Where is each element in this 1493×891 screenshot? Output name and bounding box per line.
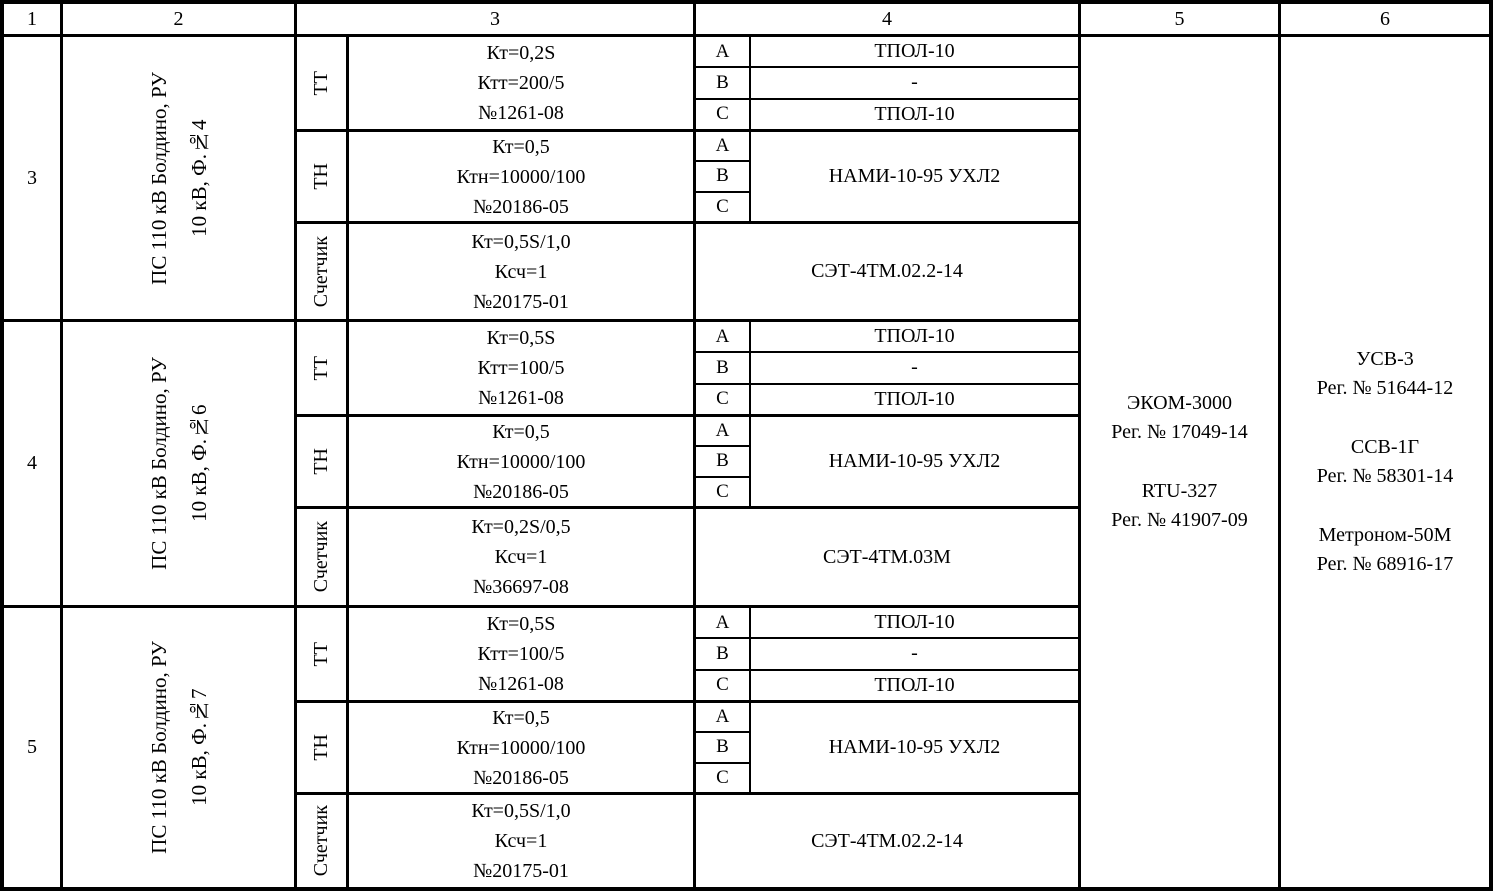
feeder-name: ПС 110 кВ Болдино, РУ 10 кВ, Ф.№7 — [146, 641, 211, 854]
tt-label-cell — [297, 37, 349, 129]
phase-letter: A — [696, 417, 749, 447]
tn-label: ТН — [310, 163, 332, 190]
feeder-cell — [63, 37, 294, 322]
meter-label: Счетчик — [310, 805, 332, 877]
tt-param-line: №1261-08 — [478, 673, 564, 695]
phase-letter: C — [716, 480, 729, 502]
meter-block — [297, 795, 1078, 887]
tn-param-line: №20186-05 — [473, 195, 569, 218]
row-number: 3 — [4, 37, 60, 322]
phase-equipment: ТПОЛ-10 — [874, 673, 955, 696]
tn-params — [349, 703, 696, 792]
tn-param-line: Ктн=10000/100 — [456, 450, 586, 473]
device-name: RTU-327 — [1141, 480, 1218, 502]
tn-block — [297, 703, 1078, 795]
table-row — [297, 608, 1078, 887]
tt-block — [297, 37, 1078, 132]
phase-letter: B — [696, 447, 749, 477]
device-reg: Рег. № 58301-14 — [1316, 465, 1454, 487]
phase-row — [696, 639, 1078, 670]
tn-phases — [696, 417, 1078, 506]
phase-letter: C — [696, 671, 751, 700]
col-header-2: 2 — [63, 4, 297, 34]
feeder-name: ПС 110 кВ Болдино, РУ 10 кВ, Ф.№4 — [146, 71, 211, 285]
table-row — [297, 322, 1078, 608]
device-entry — [1111, 389, 1247, 447]
phase-letter: C — [696, 100, 751, 129]
meter-param-line: Кт=0,5S/1,0 — [471, 230, 571, 253]
equipment-columns — [297, 37, 1081, 887]
tn-phases — [696, 132, 1078, 221]
phase-row — [696, 68, 1078, 99]
tn-equipment: НАМИ-10-95 УХЛ2 — [828, 736, 1001, 758]
row-number: 4 — [4, 322, 60, 608]
askue-devices — [1081, 37, 1278, 887]
tn-label-cell — [297, 703, 349, 792]
phase-letter: A — [696, 703, 749, 733]
phase-row — [696, 353, 1078, 384]
tn-param-line: №20186-05 — [473, 766, 569, 789]
tt-param-line: Кт=0,5S — [486, 327, 556, 349]
phase-letter: B — [696, 733, 749, 763]
meter-param-line: №20175-01 — [473, 860, 569, 882]
phase-equipment: ТПОЛ-10 — [874, 387, 955, 410]
header-row — [4, 4, 1489, 37]
meter-param-line: Ксч=1 — [494, 830, 548, 852]
device-entry — [1317, 345, 1453, 403]
tn-equipment: НАМИ-10-95 УХЛ2 — [828, 450, 1001, 472]
tt-params — [349, 322, 696, 414]
tt-block — [297, 608, 1078, 703]
col-header-4: 4 — [696, 4, 1081, 34]
phase-equipment: ТПОЛ-10 — [874, 611, 955, 634]
meter-param-line: Ксч=1 — [494, 260, 548, 283]
phase-letter: B — [696, 68, 751, 97]
device-entry — [1317, 521, 1453, 579]
meter-params — [349, 224, 696, 319]
phase-equipment: - — [911, 642, 918, 665]
tn-param-line: №20186-05 — [473, 480, 569, 503]
meter-param-line: Кт=0,2S/0,5 — [471, 516, 571, 538]
phase-row — [696, 100, 1078, 129]
col-header-1: 1 — [4, 4, 63, 34]
phase-row — [696, 385, 1078, 414]
phase-row — [696, 322, 1078, 353]
meter-model: СЭТ-4ТМ.02.2-14 — [811, 260, 963, 282]
tn-block — [297, 132, 1078, 224]
phase-row — [696, 37, 1078, 68]
meter-model: СЭТ-4ТМ.02.2-14 — [811, 829, 963, 852]
tt-params — [349, 608, 696, 700]
tt-param-line: №1261-08 — [478, 102, 564, 124]
tt-param-line: Кт=0,5S — [486, 613, 556, 635]
phase-letter: C — [716, 766, 729, 788]
feeder-column — [63, 37, 297, 887]
tt-label: ТТ — [310, 355, 332, 381]
tn-param-line: Ктн=10000/100 — [456, 736, 586, 759]
device-entry — [1317, 433, 1453, 491]
meter-block — [297, 509, 1078, 605]
tt-param-line: Кт=0,2S — [486, 42, 556, 64]
col-header-3: 3 — [297, 4, 696, 34]
phase-letter: C — [716, 195, 729, 217]
phase-letter: A — [696, 608, 751, 637]
device-name: ССВ-1Г — [1350, 436, 1420, 458]
phase-equipment: - — [911, 71, 918, 94]
tn-params — [349, 417, 696, 506]
device-reg: Рег. № 41907-09 — [1111, 509, 1248, 531]
time-sync-devices-cell — [1281, 37, 1489, 887]
feeder-cell — [63, 608, 294, 887]
tt-param-line: Ктт=200/5 — [477, 72, 565, 94]
phase-letter: C — [696, 385, 751, 414]
tt-params — [349, 37, 696, 129]
phase-equipment: - — [911, 356, 918, 379]
tn-phases — [696, 703, 1078, 792]
col-header-6: 6 — [1380, 7, 1390, 30]
phase-row — [696, 608, 1078, 639]
time-sync-devices — [1281, 37, 1489, 887]
meter-label: Счетчик — [310, 521, 332, 593]
device-entry — [1111, 477, 1247, 535]
tn-equipment: НАМИ-10-95 УХЛ2 — [828, 165, 1001, 187]
meter-label-cell — [297, 795, 349, 887]
phase-letter: B — [696, 639, 751, 668]
phase-equipment: ТПОЛ-10 — [874, 102, 955, 125]
meter-block — [297, 224, 1078, 319]
tt-phases — [696, 322, 1078, 414]
meter-label: Счетчик — [310, 235, 332, 308]
tt-label-cell — [297, 322, 349, 414]
tt-phases — [696, 37, 1078, 129]
meter-param-line: Ксч=1 — [494, 546, 548, 568]
meter-model: СЭТ-4ТМ.03М — [823, 545, 951, 568]
device-reg: Рег. № 68916-17 — [1316, 553, 1454, 575]
tn-param-line: Ктн=10000/100 — [456, 165, 586, 188]
meter-param-line: Кт=0,5S/1,0 — [471, 800, 571, 822]
meter-params — [349, 509, 696, 605]
tt-label-cell — [297, 608, 349, 700]
phase-letter: B — [696, 353, 751, 382]
meter-label-cell — [297, 224, 349, 319]
device-name: Метроном-50М — [1318, 524, 1452, 546]
phase-equipment: ТПОЛ-10 — [874, 40, 955, 63]
meter-param-line: №20175-01 — [473, 290, 569, 313]
askue-devices-cell — [1081, 37, 1281, 887]
feeder-name: ПС 110 кВ Болдино, РУ 10 кВ, Ф.№6 — [146, 357, 211, 570]
tn-block — [297, 417, 1078, 509]
tn-param-line: Кт=0,5 — [492, 135, 550, 158]
table-row — [297, 37, 1078, 322]
col-header-5: 5 — [1081, 4, 1281, 34]
phase-letter: A — [696, 37, 751, 66]
device-name: УСВ-3 — [1356, 348, 1414, 370]
tt-block — [297, 322, 1078, 417]
tn-params — [349, 132, 696, 221]
meter-params — [349, 795, 696, 887]
device-reg: Рег. № 17049-14 — [1111, 421, 1248, 443]
row-number: 5 — [27, 736, 37, 758]
tn-param-line: Кт=0,5 — [492, 706, 550, 729]
tt-param-line: №1261-08 — [478, 387, 564, 409]
tn-label: ТН — [310, 448, 332, 475]
device-reg: Рег. № 51644-12 — [1316, 377, 1454, 399]
tt-param-line: Ктт=100/5 — [477, 357, 565, 379]
table-body — [4, 37, 1489, 887]
tn-label-cell — [297, 132, 349, 221]
phase-letter: A — [696, 322, 751, 351]
meter-label-cell — [297, 509, 349, 605]
phase-row — [696, 671, 1078, 700]
tn-param-line: Кт=0,5 — [492, 420, 550, 443]
device-name: ЭКОМ-3000 — [1127, 392, 1232, 414]
tn-label-cell — [297, 417, 349, 506]
tt-label: ТТ — [310, 70, 332, 96]
tt-label: ТТ — [310, 641, 332, 667]
meter-param-line: №36697-08 — [473, 576, 569, 598]
phase-equipment: ТПОЛ-10 — [874, 325, 955, 348]
phase-letter: B — [696, 162, 749, 192]
tt-param-line: Ктт=100/5 — [477, 643, 565, 665]
tn-label: ТН — [310, 734, 332, 761]
phase-letter: A — [696, 132, 749, 162]
feeder-cell — [63, 322, 294, 608]
row-number-column — [4, 37, 63, 887]
tt-phases — [696, 608, 1078, 700]
